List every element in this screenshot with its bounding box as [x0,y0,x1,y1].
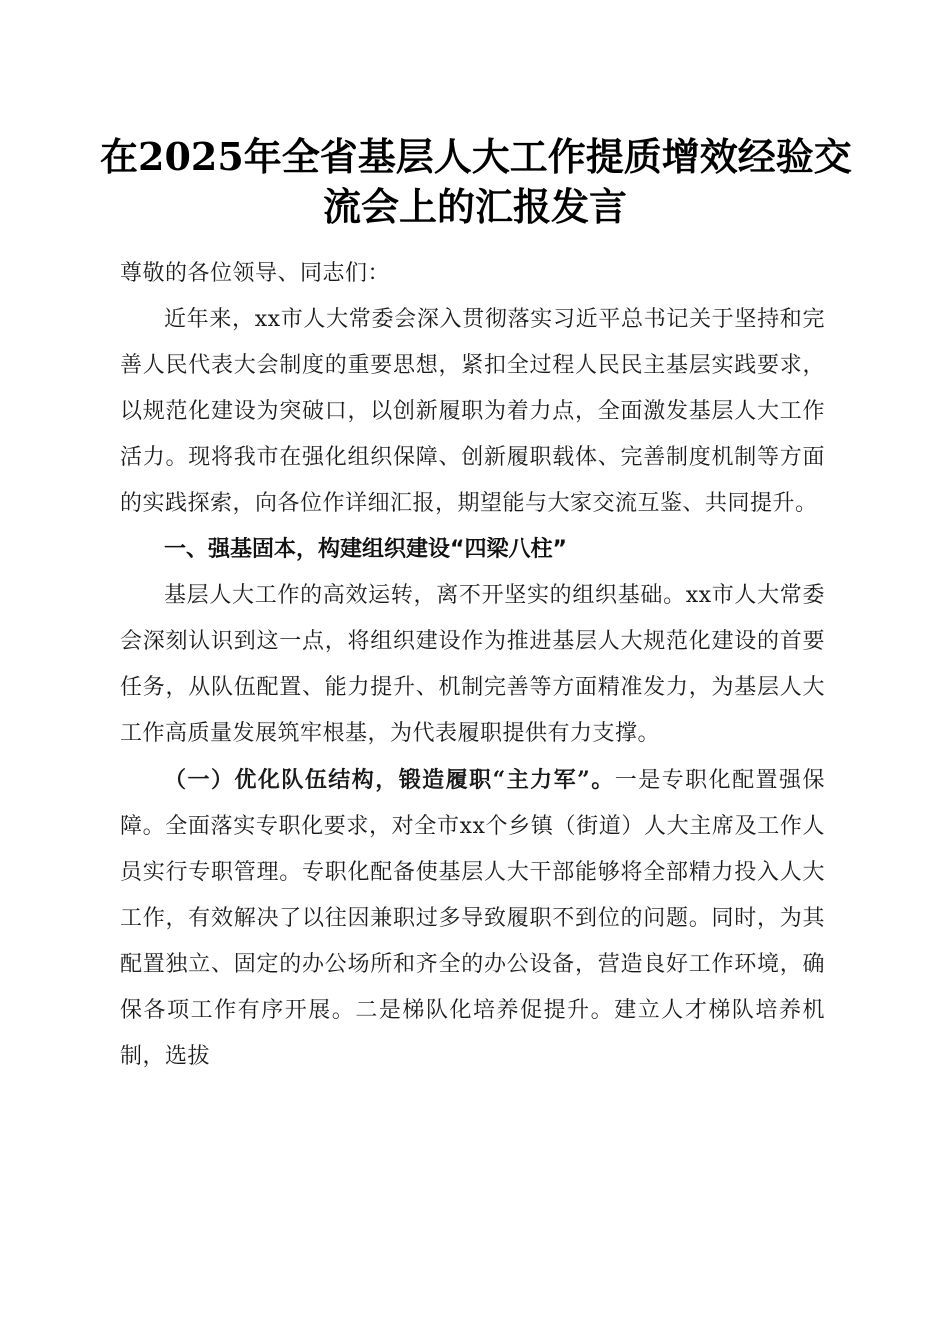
section-1-paragraph: 基层人大工作的高效运转，离不开坚实的组织基础。xx市人大常委会深刻认识到这一点，将组织建设作为推进基层人大规范化建设的首要任务，从队伍配置、能力提升、机制完善等方面精准发力，为基层人大工作高质量发展筑牢根基，为代表履职提供有力支撑。 [120,583,825,746]
intro-paragraph: 近年来，xx市人大常委会深入贯彻落实习近平总书记关于坚持和完善人民代表大会制度的重要思想，紧扣全过程人民民主基层实践要求，以规范化建设为突破口，以创新履职为着力点，全面激发基层人大工作活力。现将我市在强化组织保障、创新履职载体、完善制度机制等方面的实践探索，向各位作详细汇报，期望能与大家交流互鉴、共同提升。 [120,307,825,516]
subsection-1-heading: （一）优化队伍结构，锻造履职“主力军”。 [164,767,615,793]
title-line-1: 在2025年全省基层人大工作提质增效经验交 [100,134,852,179]
salutation: 尊敬的各位领导、同志们： [120,261,391,286]
subsection-1-paragraph [120,757,825,1080]
document-title [100,132,850,232]
document-body [120,251,825,1080]
subsection-1-body: 一是专职化配置强保障。全面落实专职化要求，对全市xx个乡镇（街道）人大主席及工作人员实行专职管理。专职化配备使基层人大干部能够将全部精力投入人大工作，有效解决了以往因兼职过多导致履职不到位的问题。同时，为其配置独立、固定的办公场所和齐全的办公设备，营造良好工作环境，确保各项工作有序开展。二是梯队化培养促提升。建立人才梯队培养机制，选拔 [120,768,825,1069]
section-1-heading: 一、强基固本，构建组织建设“四梁八柱” [164,537,567,562]
title-line-2: 流会上的汇报发言 [322,184,627,229]
